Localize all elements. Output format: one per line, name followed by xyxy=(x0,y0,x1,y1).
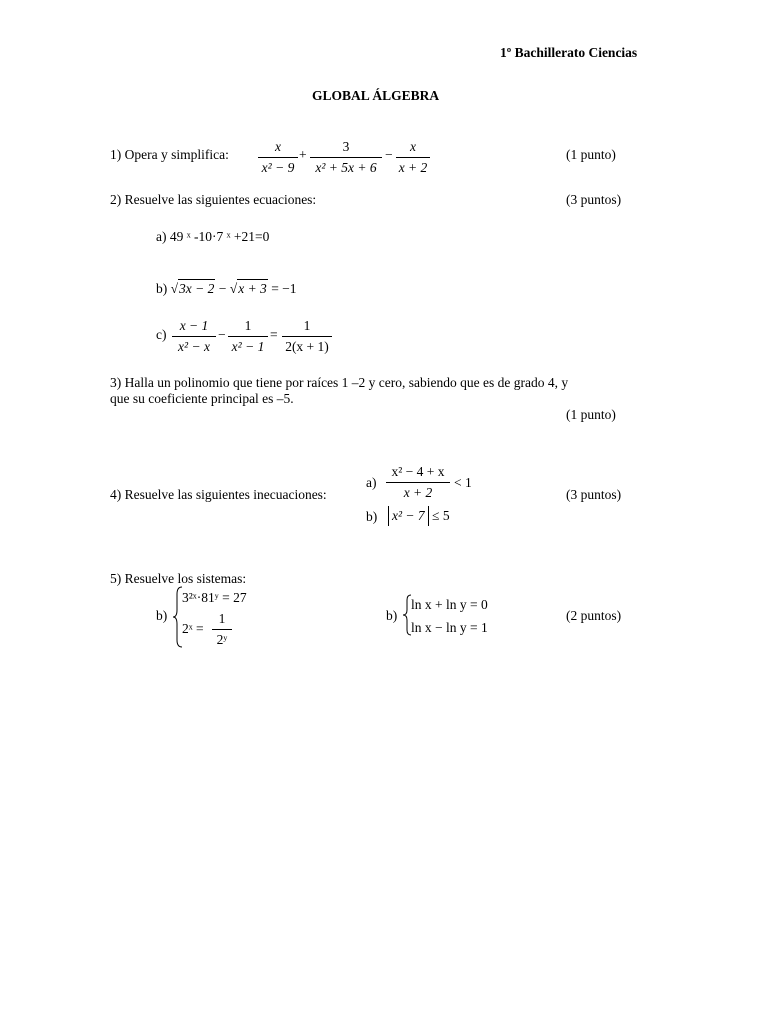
q1-f3-denominator: x + 2 xyxy=(398,159,428,175)
q5-system-1-eq-2-lhs: 2ˣ = xyxy=(182,621,204,636)
q1-f2-numerator: 3 xyxy=(342,139,350,154)
course-header: 1º Bachillerato Ciencias xyxy=(500,45,638,60)
q3-line-1: 3) Halla un polinomio que tiene por raíces 1 –2 y cero, sabiendo que es de grado 4, y xyxy=(110,375,569,390)
q2b-radicand-1: 3x − 2 xyxy=(179,281,215,296)
q2b-rhs: = −1 xyxy=(271,281,297,296)
radical-icon: √ xyxy=(170,281,179,296)
q2b-root-1 xyxy=(171,282,216,296)
page-title: GLOBAL ÁLGEBRA xyxy=(312,88,440,103)
q2b-root-2 xyxy=(230,282,268,296)
q4b-rhs: ≤ 5 xyxy=(432,508,450,523)
q4-label: 4) Resuelve las siguientes inecuaciones: xyxy=(110,487,327,502)
q2c-fraction-1 xyxy=(172,319,216,353)
q2c-label: c) xyxy=(156,327,167,342)
fraction-bar xyxy=(212,629,232,630)
q5-label: 5) Resuelve los sistemas: xyxy=(110,571,247,586)
q4a-denominator: x + 2 xyxy=(403,484,433,500)
q2c-f1-denominator: x² − x xyxy=(178,338,210,354)
q5s1-denominator: 2ʸ xyxy=(216,631,228,647)
q5-system-2-eq-1: ln x + ln y = 0 xyxy=(411,597,488,612)
q5-system-2-eq-2: ln x − ln y = 1 xyxy=(411,620,488,635)
q4a-label: a) xyxy=(366,475,377,490)
q1-f2-denominator: x² + 5x + 6 xyxy=(315,159,377,175)
q2c-f2-denominator: x² − 1 xyxy=(231,338,265,354)
q2c-f3-denominator: 2(x + 1) xyxy=(285,338,329,354)
q2c-equals: = xyxy=(270,327,278,342)
q2c-f3-numerator: 1 xyxy=(303,318,311,333)
q2c-f1-numerator: x − 1 xyxy=(179,318,209,333)
q2-points: (3 puntos) xyxy=(566,192,622,207)
q5s1-numerator: 1 xyxy=(218,611,226,626)
q1-label: 1) Opera y simplifica: xyxy=(110,147,229,162)
q3-line-2: que su coeficiente principal es –5. xyxy=(110,391,294,406)
q1-f1-numerator: x xyxy=(275,139,281,154)
q1-minus: − xyxy=(385,147,393,162)
q1-fraction-1 xyxy=(258,140,298,174)
fraction-bar xyxy=(310,157,382,158)
fraction-bar xyxy=(228,336,268,337)
q1-points: (1 punto) xyxy=(566,147,616,162)
fraction-bar xyxy=(386,482,450,483)
q4-points: (3 puntos) xyxy=(566,487,622,502)
q2b-minus: − xyxy=(218,281,227,296)
fraction-bar xyxy=(172,336,216,337)
q4a-numerator: x² − 4 + x xyxy=(391,464,445,479)
fraction-bar xyxy=(258,157,298,158)
q4b-expression xyxy=(388,506,450,526)
q2b-label: b) xyxy=(156,281,168,296)
q1-f3-numerator: x xyxy=(410,139,416,154)
fraction-bar xyxy=(396,157,430,158)
q1-fraction-2 xyxy=(310,140,382,174)
q1-f1-denominator: x² − 9 xyxy=(261,159,295,175)
q1-fraction-3 xyxy=(396,140,430,174)
q5-system-1-fraction xyxy=(212,612,232,646)
q3-points: (1 punto) xyxy=(566,407,616,422)
q2c-minus: − xyxy=(218,327,226,342)
q4a-rhs: < 1 xyxy=(454,475,472,490)
q2c-fraction-3 xyxy=(282,319,332,353)
q5-system-2-label: b) xyxy=(386,608,398,623)
q5-points: (2 puntos) xyxy=(566,608,622,623)
q2-label: 2) Resuelve las siguientes ecuaciones: xyxy=(110,192,317,207)
q2c-fraction-2 xyxy=(228,319,268,353)
q5-system-1-eq-1: 3²ˣ·81ʸ = 27 xyxy=(182,590,247,605)
radical-icon: √ xyxy=(229,281,238,296)
q2-equation-b xyxy=(156,282,297,296)
fraction-bar xyxy=(282,336,332,337)
q4b-absolute-value: x² − 7 xyxy=(388,506,429,526)
q2-equation-a: a) 49 ˣ -10·7 ˣ +21=0 xyxy=(156,229,270,244)
q2b-radicand-2: x + 3 xyxy=(238,281,267,296)
q4b-label: b) xyxy=(366,509,378,524)
q2c-f2-numerator: 1 xyxy=(244,318,252,333)
q4a-fraction xyxy=(386,465,450,499)
q1-plus: + xyxy=(299,147,307,162)
q5-system-1-label: b) xyxy=(156,608,168,623)
